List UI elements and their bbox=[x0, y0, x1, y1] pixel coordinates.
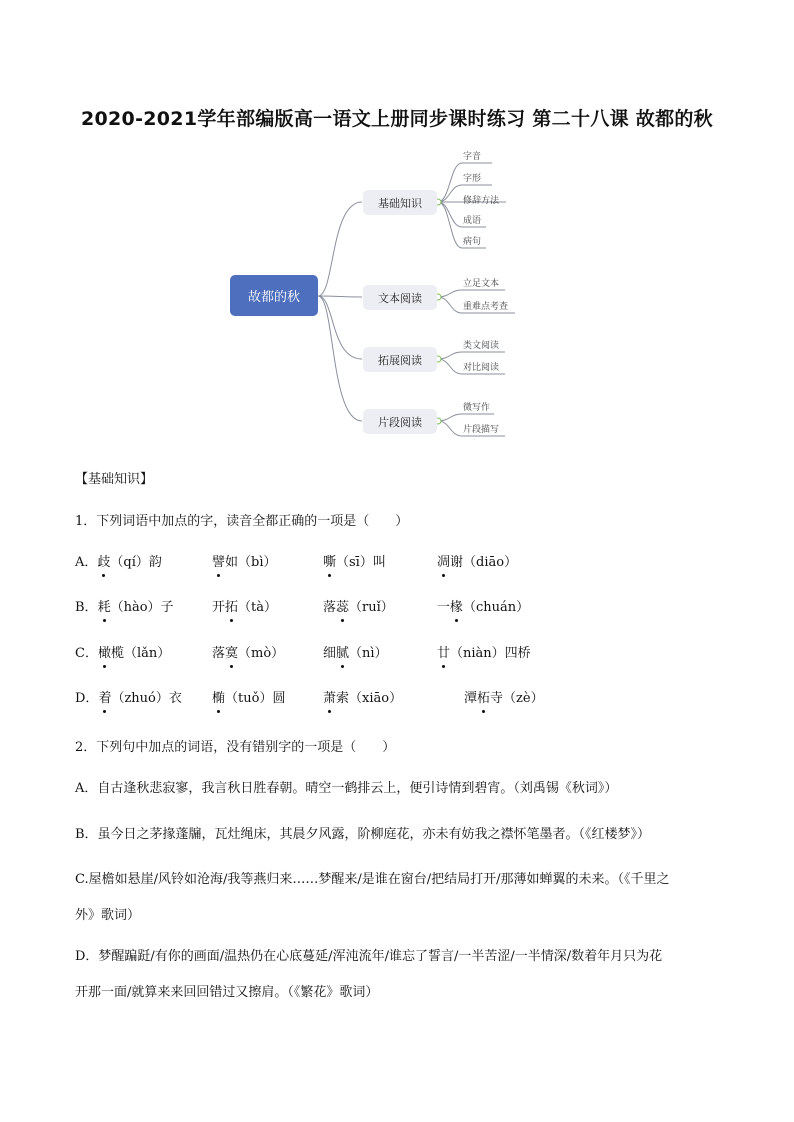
mind-map-branch-text-reading: 文本阅读 bbox=[363, 285, 437, 310]
mind-map-leaf: 对比阅读 bbox=[463, 363, 500, 373]
mind-map-root: 故都的秋 bbox=[230, 275, 318, 316]
option-cell: 落寞（mò） bbox=[212, 646, 285, 661]
option-cell: 譬如（bì） bbox=[212, 555, 277, 570]
mind-map-leaf: 病句 bbox=[463, 237, 482, 247]
question-2-option-d: D．梦醒蹁跹/有你的画面/温热仍在心底蔓延/浑沌流年/谁忘了誓言/一半苦涩/一半情深/数着年月只为花 bbox=[75, 949, 663, 964]
mind-map-leaf: 字形 bbox=[463, 174, 482, 184]
page-title: 2020-2021学年部编版高一语文上册同步课时练习 第二十八课 故都的秋 bbox=[81, 108, 713, 130]
question-2-option-d-cont: 开那一面/就算来来回回错过又擦肩。（《繁花》歌词） bbox=[75, 985, 379, 1000]
option-cell: A．歧（qí）韵 bbox=[75, 555, 162, 570]
mind-map-leaf: 重难点考查 bbox=[463, 302, 509, 312]
mind-map-leaf: 微写作 bbox=[463, 403, 491, 413]
option-cell: 潭柘寺（zè） bbox=[464, 691, 544, 706]
mind-map-branch-basic: 基础知识 bbox=[363, 190, 437, 215]
option-cell: 廿（niàn）四桥 bbox=[437, 646, 531, 661]
question-2-option-c-cont: 外》歌词） bbox=[75, 908, 141, 923]
option-cell: 开拓（tà） bbox=[212, 600, 278, 615]
mind-map-leaf: 类文阅读 bbox=[463, 341, 500, 351]
option-cell: 一椽（chuán） bbox=[437, 600, 530, 615]
mind-map bbox=[0, 0, 794, 460]
mind-map-leaf: 立足文本 bbox=[463, 279, 500, 289]
question-1-stem: 1．下列词语中加点的字，读音全都正确的一项是（ ） bbox=[75, 514, 409, 529]
section-heading: 【基础知识】 bbox=[75, 472, 154, 487]
option-cell: 椭（tuǒ）圆 bbox=[212, 691, 286, 706]
mind-map-leaf: 字音 bbox=[463, 152, 482, 162]
mind-map-branch-excerpt-reading: 片段阅读 bbox=[363, 409, 437, 434]
option-cell: 凋谢（diāo） bbox=[437, 555, 518, 570]
option-cell: 细腻（nì） bbox=[323, 646, 388, 661]
mind-map-leaf: 修辞方法 bbox=[463, 196, 500, 206]
option-cell: 落蕊（ruǐ） bbox=[323, 600, 394, 615]
question-2-stem: 2．下列句中加点的词语，没有错别字的一项是（ ） bbox=[75, 740, 396, 755]
mind-map-connectors bbox=[0, 0, 794, 460]
question-2-option-b: B．虽今日之茅掾蓬牖，瓦灶绳床，其晨夕风露，阶柳庭花，亦未有妨我之襟怀笔墨者。（《红楼梦》） bbox=[75, 827, 651, 842]
question-2-option-c: C.屋檐如悬崖/风铃如沧海/我等燕归来……梦醒来/是谁在窗台/把结局打开/那薄如蝉翼的未来。（《千里之 bbox=[75, 872, 670, 887]
option-cell: D．着（zhuó）衣 bbox=[75, 691, 182, 706]
mind-map-branch-extended-reading: 拓展阅读 bbox=[363, 347, 437, 372]
option-cell: 嘶（sī）叫 bbox=[323, 555, 386, 570]
option-cell: C．橄榄（lǎn） bbox=[75, 646, 171, 661]
mind-map-leaf: 成语 bbox=[463, 216, 482, 226]
question-2-option-a: A．自古逢秋悲寂寥，我言秋日胜春朝。晴空一鹤排云上，便引诗情到碧宵。（刘禹锡《秋词》） bbox=[75, 781, 618, 796]
mind-map-leaf: 片段描写 bbox=[463, 425, 500, 435]
option-cell: B．耗（hào）子 bbox=[75, 600, 174, 615]
option-cell: 萧索（xiāo） bbox=[323, 691, 403, 706]
